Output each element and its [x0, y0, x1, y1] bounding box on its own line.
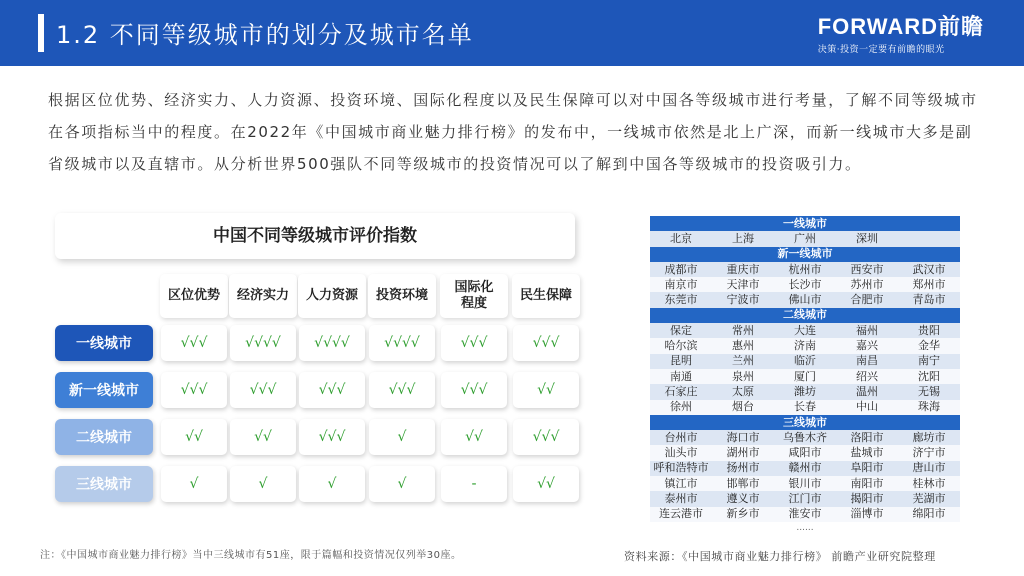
city-cell: 乌鲁木齐 — [774, 430, 836, 445]
city-cell: 嘉兴 — [836, 338, 898, 353]
city-cell: 重庆市 — [712, 262, 774, 277]
matrix-cell: √√√ — [161, 372, 227, 408]
city-cell: 常州 — [712, 323, 774, 338]
matrix-cell: √√ — [230, 419, 296, 455]
city-cell: 成都市 — [650, 262, 712, 277]
city-cell: 烟台 — [712, 400, 774, 415]
city-cell: 东莞市 — [650, 292, 712, 307]
city-row — [650, 292, 960, 307]
city-cell: 西安市 — [836, 262, 898, 277]
city-cell: 天津市 — [712, 277, 774, 292]
city-cell: 台州市 — [650, 430, 712, 445]
city-cell: 盐城市 — [836, 445, 898, 460]
city-cell: 赣州市 — [774, 461, 836, 476]
city-cell: 中山 — [836, 400, 898, 415]
city-cell: 深圳 — [836, 231, 898, 246]
city-cell: 合肥市 — [836, 292, 898, 307]
city-row — [650, 476, 960, 491]
city-cell: 绍兴 — [836, 369, 898, 384]
tier-header: 一线城市 — [650, 216, 960, 231]
intro-paragraph: 根据区位优势、经济实力、人力资源、投资环境、国际化程度以及民生保障可以对中国各等级城市进行考量，了解不同等级城市在各项指标当中的程度。在2022年《中国城市商业魅力排行榜》的发布中，一线城市依然是北上广深，而新一线城市大多是副省级城市以及直辖市。从分析世界500强队不同等级城市的投资情况可以了解到中国各等级城市的投资吸引力。 — [48, 91, 978, 173]
matrix-cell: √√ — [513, 466, 579, 502]
matrix-column-header: 人力资源 — [298, 274, 366, 318]
city-cell: 厦门 — [774, 369, 836, 384]
matrix-cell: √√√ — [441, 372, 507, 408]
city-cell: 徐州 — [650, 400, 712, 415]
matrix-cell: √√ — [513, 372, 579, 408]
city-cell: 湖州市 — [712, 445, 774, 460]
city-cell: 呼和浩特市 — [650, 461, 712, 476]
matrix-cell: √√√ — [441, 325, 507, 361]
city-cell: 南通 — [650, 369, 712, 384]
matrix-cell: √√ — [161, 419, 227, 455]
tier-header: 三线城市 — [650, 415, 960, 430]
city-cell: 惠州 — [712, 338, 774, 353]
matrix-column-header: 民生保障 — [512, 274, 580, 318]
city-cell: 潍坊 — [774, 384, 836, 399]
matrix-cell: √ — [299, 466, 365, 502]
matrix-cell: √ — [230, 466, 296, 502]
matrix-cell: √√√ — [513, 419, 579, 455]
city-cell: 邯郸市 — [712, 476, 774, 491]
city-cell: 珠海 — [898, 400, 960, 415]
city-cell: 沈阳 — [898, 369, 960, 384]
city-cell: 长沙市 — [774, 277, 836, 292]
city-cell: 芜湖市 — [898, 491, 960, 506]
tier-header: 二线城市 — [650, 308, 960, 323]
matrix-cell: √√√ — [230, 372, 296, 408]
city-row — [650, 491, 960, 506]
city-cell: 淄博市 — [836, 507, 898, 522]
city-cell: 武汉市 — [898, 262, 960, 277]
city-cell: 金华 — [898, 338, 960, 353]
city-cell: 北京 — [650, 231, 712, 246]
city-row — [650, 277, 960, 292]
city-row — [650, 323, 960, 338]
matrix-row-label: 二线城市 — [55, 419, 153, 455]
page-title: 1.2 不同等级城市的划分及城市名单 — [56, 21, 474, 49]
matrix-column-header: 国际化程度 — [440, 274, 508, 318]
city-cell: 镇江市 — [650, 476, 712, 491]
tier-header-row — [650, 308, 960, 323]
matrix-cell: √ — [369, 466, 435, 502]
city-cell: 临沂 — [774, 354, 836, 369]
city-cell: 兰州 — [712, 354, 774, 369]
city-cell: 保定 — [650, 323, 712, 338]
matrix-cell: √√√ — [369, 372, 435, 408]
city-row — [650, 338, 960, 353]
matrix-cell: - — [441, 466, 507, 502]
city-cell: 福州 — [836, 323, 898, 338]
matrix-cell: √ — [161, 466, 227, 502]
matrix-cell: √ — [369, 419, 435, 455]
city-cell: 上海 — [712, 231, 774, 246]
matrix-cell: √√√ — [161, 325, 227, 361]
city-cell: 苏州市 — [836, 277, 898, 292]
city-cell: 揭阳市 — [836, 491, 898, 506]
tier-header-row — [650, 247, 960, 262]
tier-header-row — [650, 216, 960, 231]
logo-tagline: 决策·投资一定要有前瞻的眼光 — [817, 45, 945, 55]
city-row — [650, 384, 960, 399]
city-cell: 贵阳 — [898, 323, 960, 338]
city-row — [650, 430, 960, 445]
city-cell: 淮安市 — [774, 507, 836, 522]
city-cell: 温州 — [836, 384, 898, 399]
logo-wordmark: FORWARD前瞻 — [817, 14, 984, 39]
city-cell: 新乡市 — [712, 507, 774, 522]
city-cell: 太原 — [712, 384, 774, 399]
matrix-row-label: 一线城市 — [55, 325, 153, 361]
city-cell: 南宁 — [898, 354, 960, 369]
city-cell: 海口市 — [712, 430, 774, 445]
matrix-column-header: 区位优势 — [160, 274, 228, 318]
source-citation: 资料来源：《中国城市商业魅力排行榜》 前瞻产业研究院整理 — [624, 550, 936, 563]
city-cell: 连云港市 — [650, 507, 712, 522]
city-cell: 南京市 — [650, 277, 712, 292]
city-cell — [898, 231, 960, 246]
city-cell: 济宁市 — [898, 445, 960, 460]
matrix-cell: √√ — [441, 419, 507, 455]
city-row — [650, 461, 960, 476]
matrix-cell: √√√ — [299, 372, 365, 408]
city-cell: 咸阳市 — [774, 445, 836, 460]
city-cell: 泉州 — [712, 369, 774, 384]
city-cell: 扬州市 — [712, 461, 774, 476]
city-cell: 广州 — [774, 231, 836, 246]
city-cell: 桂林市 — [898, 476, 960, 491]
city-cell: 汕头市 — [650, 445, 712, 460]
matrix-cell: √√√√ — [369, 325, 435, 361]
city-cell: 洛阳市 — [836, 430, 898, 445]
city-cell: 大连 — [774, 323, 836, 338]
city-cell: 郑州市 — [898, 277, 960, 292]
footnote: 注：《中国城市商业魅力排行榜》当中三线城市有51座，限于篇幅和投资情况仅列举30座。 — [40, 550, 462, 561]
matrix-title: 中国不同等级城市评价指数 — [55, 213, 575, 259]
city-cell: 阜阳市 — [836, 461, 898, 476]
city-row — [650, 354, 960, 369]
table-ellipsis: ...... — [796, 523, 814, 533]
matrix-row-label: 新一线城市 — [55, 372, 153, 408]
matrix-column-header: 经济实力 — [229, 274, 297, 318]
city-row — [650, 369, 960, 384]
city-cell: 无锡 — [898, 384, 960, 399]
city-cell: 银川市 — [774, 476, 836, 491]
city-cell: 南阳市 — [836, 476, 898, 491]
city-cell: 遵义市 — [712, 491, 774, 506]
city-row — [650, 262, 960, 277]
city-cell: 石家庄 — [650, 384, 712, 399]
city-cell: 南昌 — [836, 354, 898, 369]
matrix-cell: √√√√ — [230, 325, 296, 361]
city-cell: 哈尔滨 — [650, 338, 712, 353]
brand-logo — [818, 10, 984, 55]
tier-header: 新一线城市 — [650, 247, 960, 262]
tier-header-row — [650, 415, 960, 430]
matrix-cell: √√√ — [513, 325, 579, 361]
matrix-cell: √√√√ — [299, 325, 365, 361]
city-row — [650, 445, 960, 460]
city-cell: 江门市 — [774, 491, 836, 506]
city-row — [650, 400, 960, 415]
city-cell: 佛山市 — [774, 292, 836, 307]
city-cell: 泰州市 — [650, 491, 712, 506]
city-cell: 宁波市 — [712, 292, 774, 307]
city-cell: 济南 — [774, 338, 836, 353]
city-cell: 廊坊市 — [898, 430, 960, 445]
matrix-column-header: 投资环境 — [368, 274, 436, 318]
city-cell: 长春 — [774, 400, 836, 415]
matrix-row-label: 三线城市 — [55, 466, 153, 502]
header-banner — [0, 0, 1024, 66]
city-cell: 唐山市 — [898, 461, 960, 476]
city-cell: 昆明 — [650, 354, 712, 369]
city-list-table — [650, 216, 960, 522]
city-cell: 青岛市 — [898, 292, 960, 307]
matrix-cell: √√√ — [299, 419, 365, 455]
city-cell: 杭州市 — [774, 262, 836, 277]
header-accent-bar — [38, 14, 44, 52]
city-row — [650, 507, 960, 522]
city-row — [650, 231, 960, 246]
city-cell: 绵阳市 — [898, 507, 960, 522]
